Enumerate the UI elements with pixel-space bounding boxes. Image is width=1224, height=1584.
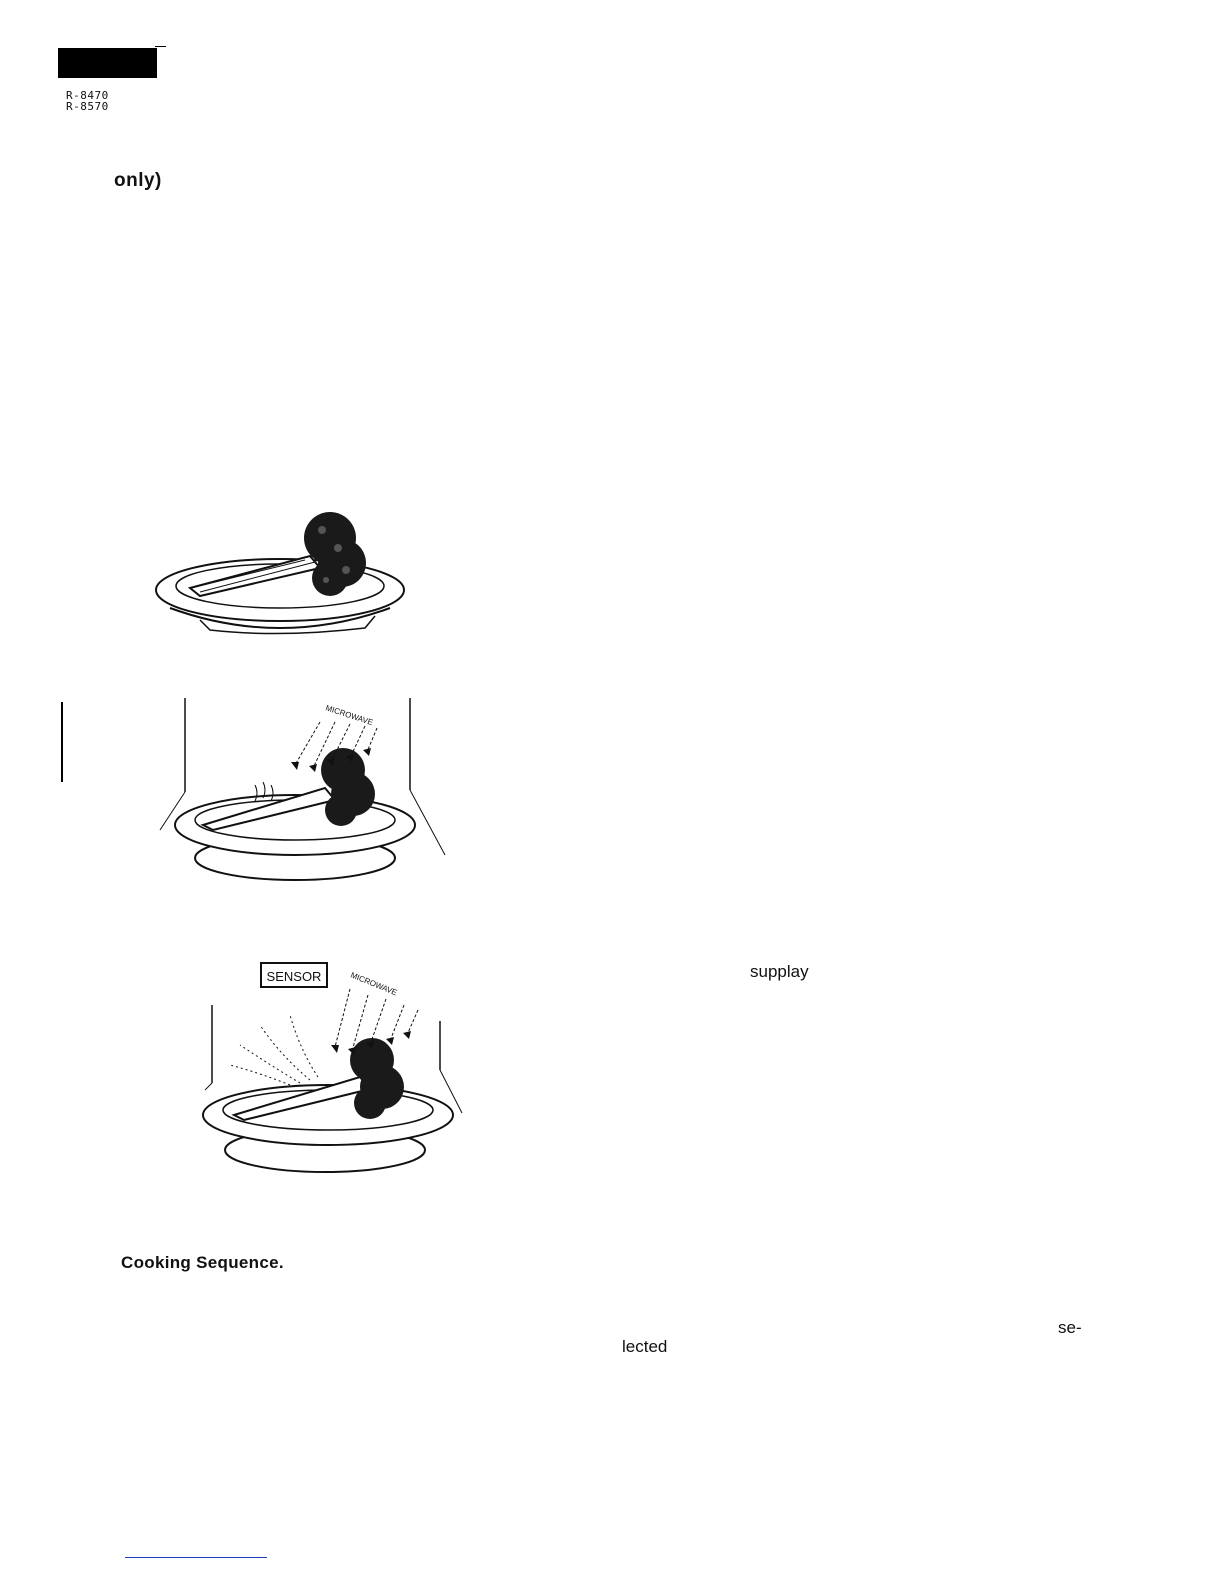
sensor-label: SENSOR bbox=[266, 969, 322, 984]
text-fragment-lected: lected bbox=[622, 1337, 668, 1356]
figure-broccoli-sensor bbox=[200, 955, 465, 1177]
header-tab-line bbox=[155, 46, 166, 47]
footer-rule bbox=[125, 1557, 267, 1558]
model-number-1: R-8470 bbox=[66, 89, 109, 102]
margin-change-bar bbox=[61, 702, 63, 782]
section-heading-cooking-sequence: Cooking Sequence. bbox=[121, 1253, 284, 1272]
microwave-label-2: MICROWAVE bbox=[349, 970, 399, 998]
microwave-label: MICROWAVE bbox=[324, 703, 375, 728]
header-black-tab bbox=[58, 48, 157, 78]
figure-broccoli-microwave bbox=[155, 690, 450, 890]
text-fragment-supplay: supplay bbox=[750, 962, 809, 981]
figure-broccoli-plate bbox=[150, 508, 415, 638]
section-heading-only: only) bbox=[114, 170, 162, 191]
model-number-2: R-8570 bbox=[66, 100, 109, 113]
text-fragment-se: se- bbox=[1058, 1318, 1082, 1337]
